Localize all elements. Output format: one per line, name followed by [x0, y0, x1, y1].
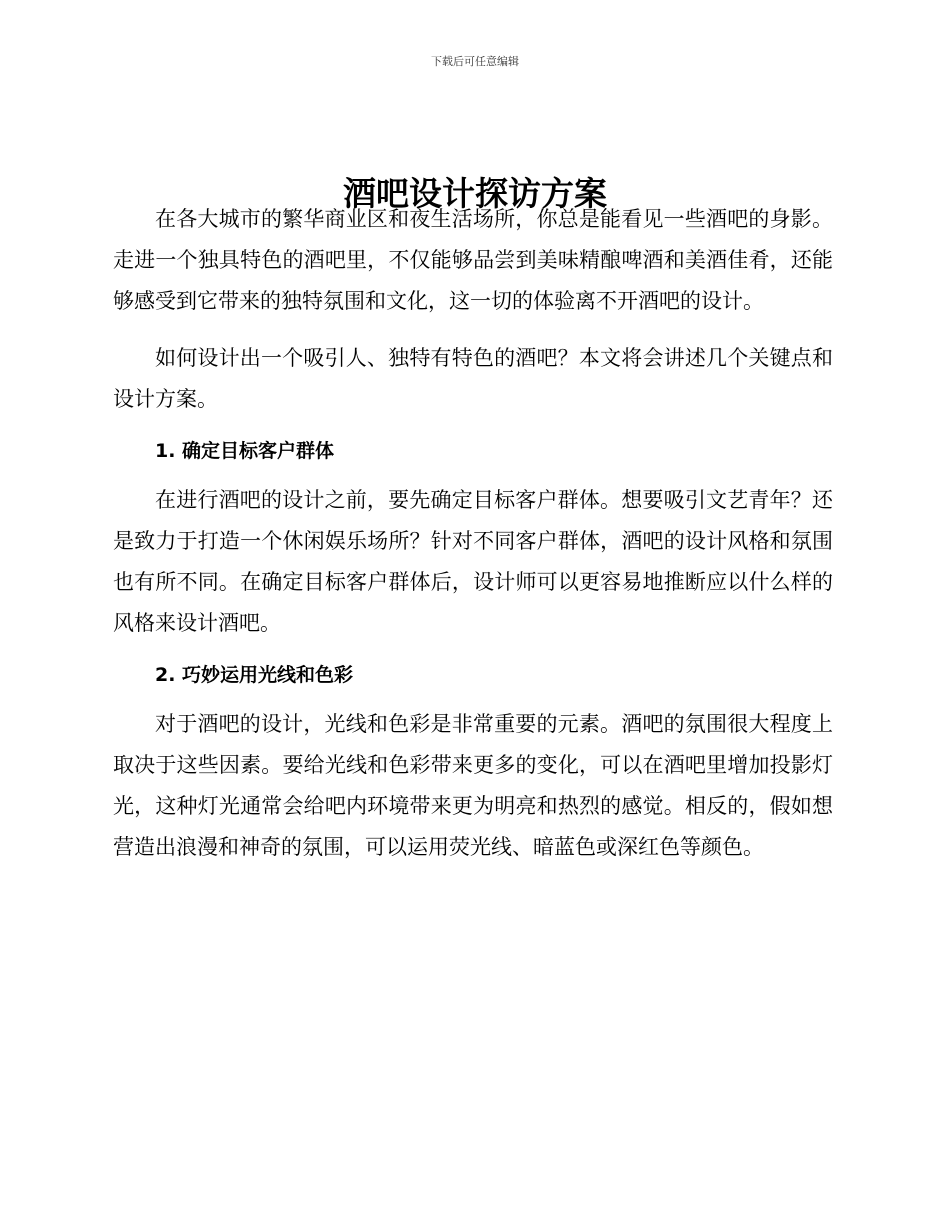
- document-body: [113, 199, 833, 868]
- page-header-note: 下载后可任意编辑: [431, 55, 519, 68]
- section-heading-1: 1. 确定目标客户群体: [155, 440, 335, 462]
- section-heading-2: 2. 巧妙运用光线和色彩: [155, 664, 354, 686]
- section-paragraph-1: 在进行酒吧的设计之前，要先确定目标客户群体。想要吸引文艺青年？还是致力于打造一个休闲娱乐场所？针对不同客户群体，酒吧的设计风格和氛围也有所不同。在确定目标客户群体后，设计师可以更容易地推断应以什么样的风格来设计酒吧。: [113, 488, 833, 635]
- intro-paragraph-2: 如何设计出一个吸引人、独特有特色的酒吧？本文将会讲述几个关键点和设计方案。: [113, 346, 833, 411]
- section-paragraph-2: 对于酒吧的设计，光线和色彩是非常重要的元素。酒吧的氛围很大程度上取决于这些因素。要给光线和色彩带来更多的变化，可以在酒吧里增加投影灯光，这种灯光通常会给吧内环境带来更为明亮和热烈的感觉。相反的，假如想营造出浪漫和神奇的氛围，可以运用荧光线、暗蓝色或深红色等颜色。: [113, 712, 833, 859]
- document-title: 酒吧设计探访方案: [343, 174, 607, 214]
- intro-paragraph-1: 在各大城市的繁华商业区和夜生活场所，你总是能看见一些酒吧的身影。走进一个独具特色的酒吧里，不仅能够品尝到美味精酿啤酒和美酒佳肴，还能够感受到它带来的独特氛围和文化，这一切的体验离不开酒吧的设计。: [113, 207, 833, 313]
